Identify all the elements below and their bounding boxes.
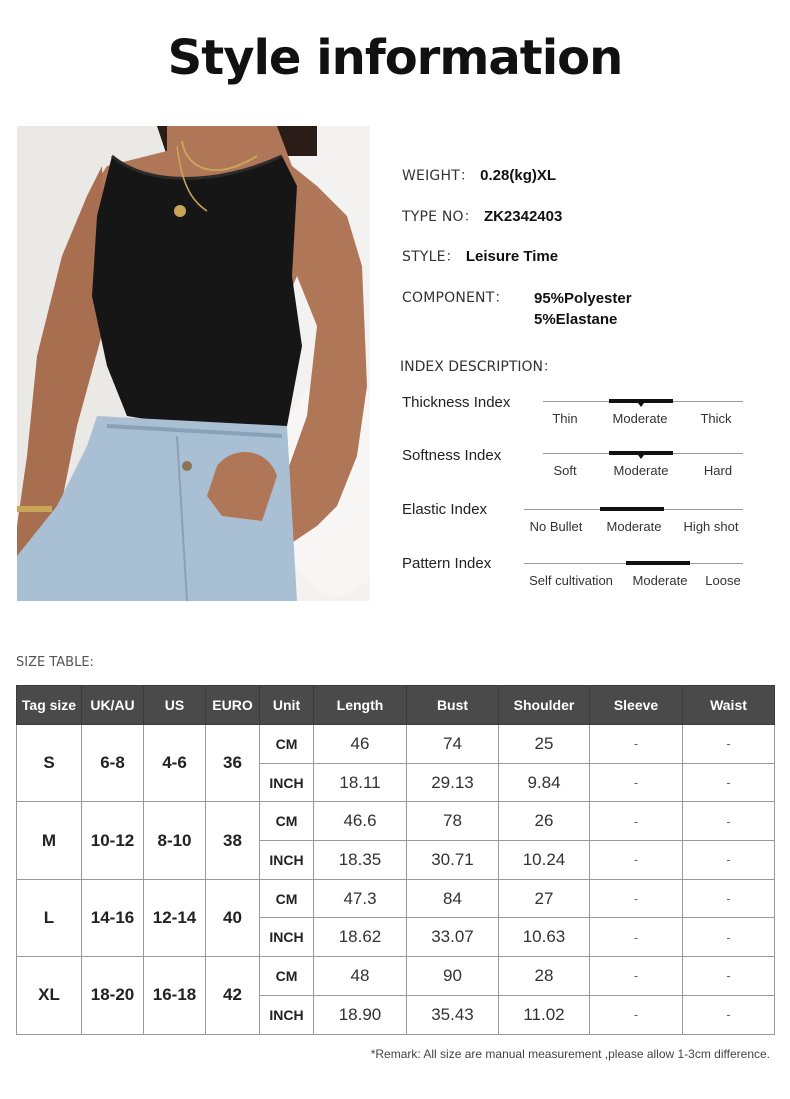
- waist-cell: -: [683, 763, 775, 802]
- length-cell: 48: [314, 957, 407, 996]
- component-row: [402, 287, 509, 307]
- length-cell: 18.35: [314, 841, 407, 880]
- length-cell: 46: [314, 725, 407, 764]
- euro-cell: 40: [206, 879, 260, 956]
- scale-label: High shot: [683, 519, 739, 534]
- scale-label: Moderate: [612, 411, 668, 426]
- pattern-index-name: Pattern Index: [402, 555, 492, 572]
- tag-size-cell: S: [17, 725, 82, 802]
- euro-cell: 38: [206, 802, 260, 879]
- unit-cell: INCH: [260, 841, 314, 880]
- type-label: TYPE NO：: [402, 209, 478, 225]
- table-row: [17, 802, 775, 841]
- uk-au-cell: 14-16: [82, 879, 144, 956]
- header-euro: EURO: [206, 686, 260, 725]
- size-table: [16, 685, 775, 1035]
- sleeve-cell: -: [590, 918, 683, 957]
- shoulder-cell: 10.63: [499, 918, 590, 957]
- table-row: [17, 879, 775, 918]
- waist-cell: -: [683, 802, 775, 841]
- component-value: 5%Elastane: [534, 311, 618, 328]
- scale-label: Thick: [700, 411, 732, 426]
- remark-note: *Remark: All size are manual measurement ,please allow 1-3cm difference.: [370, 1047, 770, 1061]
- scale-label: Moderate: [632, 573, 688, 588]
- bust-cell: 30.71: [407, 841, 499, 880]
- bust-cell: 90: [407, 957, 499, 996]
- sleeve-cell: -: [590, 995, 683, 1034]
- length-cell: 46.6: [314, 802, 407, 841]
- header-unit: Unit: [260, 686, 314, 725]
- scale-label: Hard: [703, 463, 733, 478]
- table-row: [17, 725, 775, 764]
- sleeve-cell: -: [590, 957, 683, 996]
- waist-cell: -: [683, 918, 775, 957]
- component-value: 95%Polyester: [534, 290, 632, 307]
- length-cell: 47.3: [314, 879, 407, 918]
- scale-label: Loose: [705, 573, 741, 588]
- tag-size-cell: L: [17, 879, 82, 956]
- unit-cell: CM: [260, 802, 314, 841]
- component-label: COMPONENT：: [402, 290, 509, 306]
- scale-label: Moderate: [613, 463, 669, 478]
- unit-cell: CM: [260, 879, 314, 918]
- us-cell: 16-18: [144, 957, 206, 1034]
- waist-cell: -: [683, 957, 775, 996]
- unit-cell: INCH: [260, 995, 314, 1034]
- component-values: [534, 288, 632, 330]
- waist-cell: -: [683, 879, 775, 918]
- softness-index-name: Softness Index: [402, 447, 502, 464]
- size-table-label: SIZE TABLE:: [16, 655, 94, 670]
- type-value: ZK2342403: [483, 208, 563, 225]
- uk-au-cell: 6-8: [82, 725, 144, 802]
- style-label: STYLE：: [402, 249, 460, 265]
- shoulder-cell: 25: [499, 725, 590, 764]
- elastic-scale: [524, 509, 743, 539]
- shoulder-cell: 26: [499, 802, 590, 841]
- bust-cell: 84: [407, 879, 499, 918]
- sleeve-cell: -: [590, 841, 683, 880]
- euro-cell: 42: [206, 957, 260, 1034]
- bust-cell: 35.43: [407, 995, 499, 1034]
- page-title: Style information: [167, 30, 623, 86]
- shoulder-cell: 27: [499, 879, 590, 918]
- waist-cell: -: [683, 995, 775, 1034]
- waist-cell: -: [683, 841, 775, 880]
- index-description-title: INDEX DESCRIPTION：: [400, 359, 558, 375]
- scale-label: Moderate: [606, 519, 662, 534]
- weight-row: [402, 165, 556, 185]
- style-value: Leisure Time: [465, 248, 559, 265]
- shoulder-cell: 28: [499, 957, 590, 996]
- bust-cell: 29.13: [407, 763, 499, 802]
- header-length: Length: [314, 686, 407, 725]
- uk-au-cell: 10-12: [82, 802, 144, 879]
- us-cell: 4-6: [144, 725, 206, 802]
- sleeve-cell: -: [590, 802, 683, 841]
- header-tag-size: Tag size: [17, 686, 82, 725]
- unit-cell: INCH: [260, 918, 314, 957]
- header-uk-au: UK/AU: [82, 686, 144, 725]
- scale-label: Soft: [553, 463, 577, 478]
- bust-cell: 74: [407, 725, 499, 764]
- length-cell: 18.90: [314, 995, 407, 1034]
- table-row: [17, 957, 775, 996]
- scale-label: Self cultivation: [529, 573, 613, 588]
- unit-cell: CM: [260, 957, 314, 996]
- unit-cell: CM: [260, 725, 314, 764]
- header-us: US: [144, 686, 206, 725]
- tag-size-cell: M: [17, 802, 82, 879]
- header-sleeve: Sleeve: [590, 686, 683, 725]
- header-waist: Waist: [683, 686, 775, 725]
- length-cell: 18.11: [314, 763, 407, 802]
- scale-label: Thin: [552, 411, 578, 426]
- tag-size-cell: XL: [17, 957, 82, 1034]
- unit-cell: INCH: [260, 763, 314, 802]
- thickness-index-name: Thickness Index: [402, 394, 511, 411]
- shoulder-cell: 9.84: [499, 763, 590, 802]
- pattern-scale: [524, 563, 743, 593]
- us-cell: 12-14: [144, 879, 206, 956]
- length-cell: 18.62: [314, 918, 407, 957]
- scale-marker: [626, 561, 690, 565]
- bust-cell: 33.07: [407, 918, 499, 957]
- bust-cell: 78: [407, 802, 499, 841]
- softness-scale: [543, 453, 743, 483]
- sleeve-cell: -: [590, 725, 683, 764]
- shoulder-cell: 11.02: [499, 995, 590, 1034]
- sleeve-cell: -: [590, 879, 683, 918]
- header-bust: Bust: [407, 686, 499, 725]
- waist-cell: -: [683, 725, 775, 764]
- sleeve-cell: -: [590, 763, 683, 802]
- style-row: [402, 246, 558, 266]
- scale-marker: [600, 507, 664, 511]
- shoulder-cell: 10.24: [499, 841, 590, 880]
- elastic-index-name: Elastic Index: [402, 501, 488, 518]
- thickness-scale: [543, 401, 743, 431]
- uk-au-cell: 18-20: [82, 957, 144, 1034]
- weight-value: 0.28(kg)XL: [480, 167, 557, 184]
- product-photo: [17, 126, 370, 601]
- header-shoulder: Shoulder: [499, 686, 590, 725]
- scale-label: No Bullet: [529, 519, 583, 534]
- type-row: [402, 206, 562, 226]
- weight-label: WEIGHT：: [402, 168, 475, 184]
- us-cell: 8-10: [144, 802, 206, 879]
- table-header-row: [17, 686, 775, 725]
- euro-cell: 36: [206, 725, 260, 802]
